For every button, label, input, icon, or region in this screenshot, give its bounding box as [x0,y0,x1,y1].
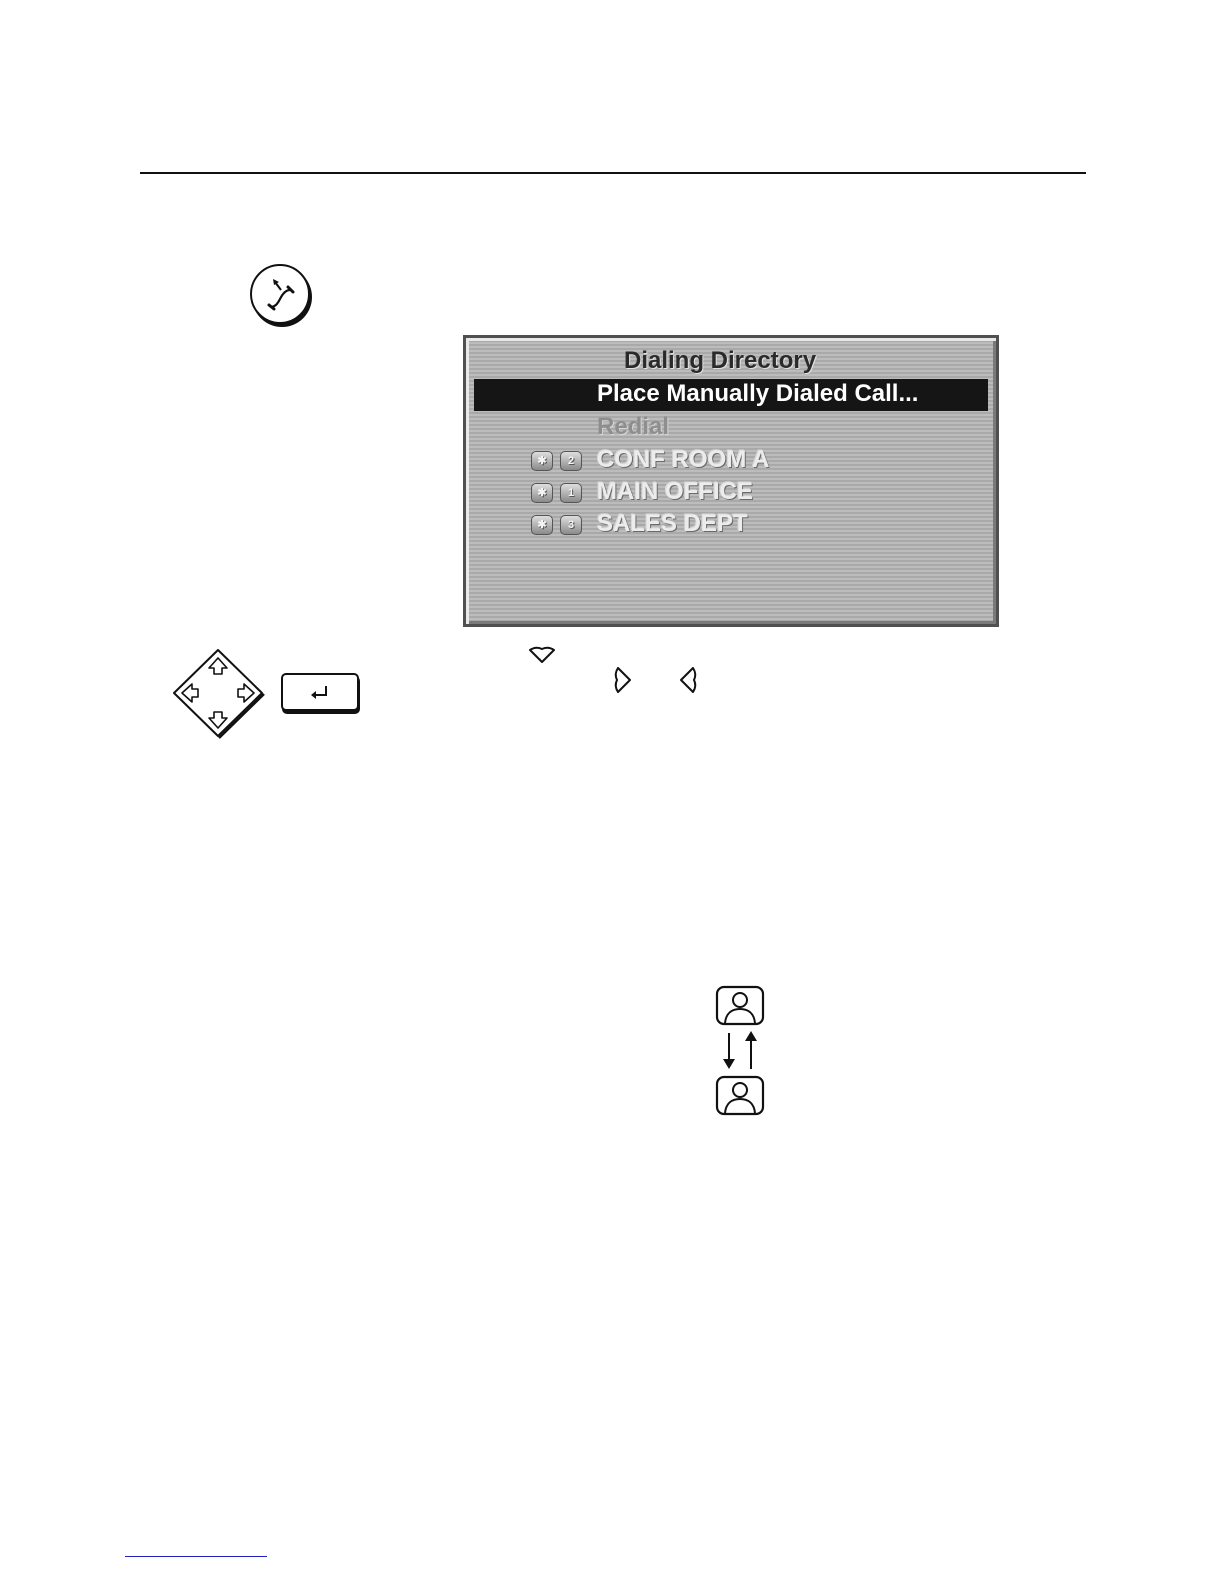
directional-pad-icon [170,648,266,740]
video-swap-icon [712,983,768,1117]
phone-dial-icon [252,266,308,322]
dialing-directory-screen [463,335,999,627]
enter-key[interactable] [281,673,359,711]
speed-dial-key-star: ✱ [531,515,553,535]
directory-title: Dialing Directory [624,347,817,374]
menu-item-label: Place Manually Dialed Call... [597,380,919,407]
top-divider [140,172,1086,174]
footer-divider [125,1556,267,1557]
entry-name: SALES DEPT [597,510,748,537]
enter-key-icon [283,675,357,709]
speed-dial-key-star: ✱ [531,451,553,471]
speed-dial-key-number: 2 [560,451,582,471]
entry-name: CONF ROOM A [597,446,770,473]
speed-dial-key-number: 1 [560,483,582,503]
directional-pad[interactable] [170,648,266,740]
menu-item-redial[interactable]: Redial [597,413,670,440]
right-arrow-key-icon [608,665,638,695]
video-swap-graphic [712,983,768,1117]
entry-name: MAIN OFFICE [597,478,753,505]
phone-dial-button[interactable] [250,264,310,324]
down-arrow-key-icon [527,641,557,671]
left-arrow-key-icon [673,665,703,695]
speed-dial-key-number: 3 [560,515,582,535]
speed-dial-key-star: ✱ [531,483,553,503]
